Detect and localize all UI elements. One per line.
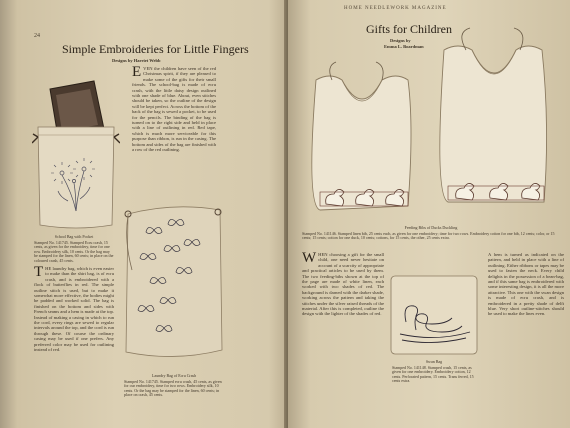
school-bag-illustration (32, 75, 120, 235)
caption-swan-bag-title: Swan Bag (425, 359, 443, 364)
byline-left: Designs by Harriet Webb (112, 58, 161, 63)
caption-bibs-text: Stamped No. 141146. Stamped linen bib, 25 cents each, as given for one embroidery; time for two rows. Embroidery cotton for one bib, 12 cents; color, or 15 cents; 15 cents; cotton for one duck, 10 cents; cottons, for 15 cents, the other, 25 cents extra. (302, 230, 555, 241)
caption-laundry-bag-text: Stamped No. 141745. Stamped ecru crash, 45 cents, as given for our embroidery, time for two rows. Embroidery silk, 10 cents. Or the bag may be stamped for the linen, 60 cents; in place on crash, 45 cents. (124, 378, 222, 398)
running-head-right: HOME NEEDLEWORK MAGAZINE (344, 6, 447, 11)
left-col1-body: HE laundry bag, which is even easier to make than the shirt bag, is of ecru crash, and is embroidered with a flock of butterflies in red. The simple outline stitch is used, but to make it somewhat more effective, the bodies might be padded and worked solid. The bag is finished on the bottom and sides with French seams and a hem is made at the top. Instead of making a casing in which to run the cord, every rings are sewed to regular intervals around the top, and the cord is run through these. Of course the ordinary casing may be used if one prefers. Any preferred color may be used for outlining instead of red. (34, 266, 114, 353)
caption-school-bag-text: Stamped No. 141745. Stamped Ecru crash, 15 cents, as given for the embroidery, time for one row. Embroidery silk, 10 cents. Or the bag may be stamped for the linen, 60 cents; in place on the coloured crash, 45 cents. (34, 239, 114, 263)
caption-school-bag (34, 235, 114, 264)
left-page-text-col2 (132, 66, 216, 216)
dropcap-t: T (34, 266, 44, 280)
article-title-left: Simple Embroideries for Little Fingers (62, 42, 249, 56)
caption-bibs (302, 226, 560, 241)
caption-swan-bag (392, 360, 476, 384)
bibs-illustration (296, 26, 566, 226)
right-col1-body: HEN choosing a gift for the small child, one need never hesitate on account of a scarcity of appropriate and practical articles to be used by them. The two feeding-bibs shown at the top of the page are made of white linen, each worked with two shades of red. The background is darned with the darker shade, working across the pattern and taking the stitches under the silver raised threads of the material. After this is completed, outline the design with the lighter of the shades of red. (302, 252, 384, 317)
right-page-text-col2 (488, 252, 564, 428)
swan-bag-illustration (388, 270, 480, 358)
caption-swan-bag-text: Stamped No. 141148. Stamped crash, 15 cents, as given for one embroidery. Embroidery cotton, 12 cents. Perforated pattern, 15 cents. Trans ferred, 15 cents extra. (392, 364, 474, 384)
byline-right-line2: Emma L. Boardman (384, 44, 424, 49)
caption-laundry-bag (124, 374, 224, 398)
byline-right-line1: Designs by (390, 38, 411, 43)
article-title-right: Gifts for Children (366, 22, 452, 36)
caption-laundry-bag-title: Laundry Bag of Ecru Crash (151, 373, 197, 378)
dropcap-w: W (302, 252, 317, 266)
left-col2-body: VEN the children have seen of the red Christmas spirit, if they are pleased to make some of the gifts for their small friends. The school-bag is made of ecru crash, with the little daisy design outlined with one shade of blue. About, even stitches should be taken, so the outline of the design will be kept perfect. Across the bottom of the back of the bag is sewed a pocket, to be used for the pencils. The binding of the bag is turned on to the right side and held in place with a line of outlining in red. Red tape, which is much more serviceable for this purpose than ribbon, is run in the casing. The bottom and sides of the bag are finished with a row of the red outlining. (132, 66, 216, 153)
page-number: 24 (34, 33, 40, 39)
right-page-text-col1 (302, 252, 384, 428)
caption-school-bag-title: School Bag with Pocket (54, 234, 94, 239)
right-page (288, 0, 570, 428)
left-page-text-col1 (34, 266, 114, 428)
laundry-bag-illustration (118, 200, 230, 370)
dropcap-e: E (132, 66, 142, 80)
caption-bibs-title: Feeding Bibs of Ducks Duckling (404, 225, 458, 230)
right-col2-body: A hem is turned as indicated on the pattern, and held in place with a line of outlining. Either ribbons or tapes may be used to fasten the neck. Every child delights in the possession of a bean-bag, and if this same bag is embroidered with some interesting design, it is all the more attractive. This one with the swan design is made of ecru crash, and is embroidered in a pretty shade of delft blue. Very short outline-stitches should be used to make the lines even. (488, 252, 564, 317)
